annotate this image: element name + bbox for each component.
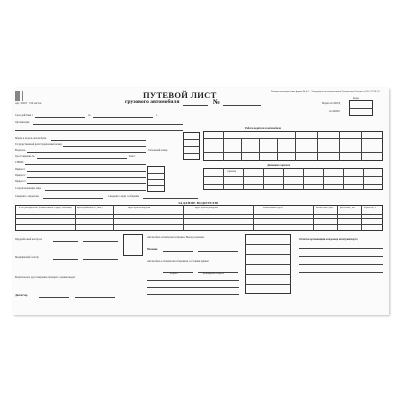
- trailer-code-row: [147, 179, 165, 180]
- col-tons: перевезти, т: [364, 207, 376, 209]
- dispatch-sign-label: Предрейсовый контроль: [15, 238, 42, 241]
- fuel-table-col: [243, 168, 244, 190]
- fuel-table-col: [223, 168, 224, 190]
- form-subtitle: грузового автомобиля: [125, 99, 180, 105]
- fuel-signatures-row: [245, 284, 291, 285]
- fuel-table-row: [203, 176, 383, 177]
- waybill-form-sheet: [13, 88, 389, 315]
- driver-accept-label: Водительское удостоверение проверил, задание выдал: [15, 276, 76, 279]
- fuel-table-col: [323, 168, 324, 190]
- dispatch-sign-line: [53, 241, 78, 242]
- license-label: Удостоверение №: [15, 155, 35, 158]
- dispatcher-sign-line: [39, 297, 69, 298]
- escort-label: Сопровождающие лица: [15, 187, 42, 190]
- vehicle-line: [51, 140, 146, 141]
- col-unloading: адрес пункта разгрузки: [195, 207, 218, 209]
- work-header: Работа водителя и автомобиля: [245, 127, 281, 130]
- col-arrival: время прибытия (ч., мин.): [77, 207, 103, 209]
- mechanic-sign-line: [163, 251, 193, 252]
- received-label: Автомобиль в технически исправном состоянии принял: [147, 260, 209, 263]
- trailer-3-label: Прицеп 3: [15, 180, 26, 183]
- task-table-col: [313, 205, 314, 231]
- work-table-col: [223, 131, 224, 161]
- driver-label: Водитель: [15, 149, 26, 152]
- form-code-ref: Арт. 1040Т · 100 листов: [15, 102, 42, 105]
- fuel-table-col: [303, 168, 304, 190]
- work-table-col: [317, 131, 318, 161]
- okpo-label: по ОКПО: [329, 110, 340, 113]
- tab-label: Табельный номер: [148, 149, 168, 152]
- org-line-2: [15, 130, 183, 131]
- dispatcher-label: Диспетчер: [15, 294, 28, 297]
- received-sign-line: [163, 272, 193, 273]
- task-table-col: [75, 205, 76, 231]
- col-distance: расстояние, км: [340, 207, 355, 209]
- codes-label: Коды: [353, 97, 359, 100]
- task-table-col: [253, 205, 254, 231]
- fuel-signatures-row: [245, 264, 291, 265]
- col-cargo: наименование груза: [263, 207, 283, 209]
- middle-sign-line: [147, 287, 239, 288]
- vehicle-code-row: [183, 139, 200, 140]
- fuel-table-col: [283, 168, 284, 190]
- extra-label: Сведения о перевозке: [15, 195, 39, 198]
- trailer-1-label: Прицеп 1: [15, 168, 26, 171]
- codes-divider: [349, 108, 373, 109]
- col-loading: адрес пункта погрузки: [128, 207, 151, 209]
- escort-line: [45, 190, 146, 191]
- work-table-row: [203, 152, 383, 153]
- class-label: Класс: [129, 155, 136, 158]
- snils-line: [25, 164, 146, 165]
- work-table-row: [203, 138, 383, 139]
- barcode-icon: [15, 91, 23, 101]
- reg-line: [63, 146, 146, 147]
- form-title: ПУТЕВОЙ ЛИСТ: [143, 90, 217, 100]
- date-to-label: по: [88, 114, 91, 117]
- marks-line: [299, 256, 383, 257]
- extra-line: [43, 198, 103, 199]
- org-label: Организация: [15, 121, 30, 124]
- task-table-col: [337, 205, 338, 231]
- col-dispatch: в чье распоряжение (наименование и адрес заказчика): [19, 207, 73, 209]
- dispatch-name-line: [83, 241, 118, 242]
- trailer-code-row: [147, 185, 165, 186]
- number-underline: [223, 105, 261, 106]
- stamp-box: [123, 234, 143, 256]
- series-underline: [183, 105, 208, 106]
- task-table-col: [361, 205, 362, 231]
- date-from-line: [35, 117, 85, 118]
- trailer-1-line: [27, 171, 146, 172]
- accept-line: [143, 198, 198, 199]
- work-table-col: [259, 138, 260, 161]
- okud-label: Форма по ОКУД: [322, 102, 341, 105]
- fuel-sub: горючее: [227, 170, 237, 173]
- fuel-signatures-row: [245, 254, 291, 255]
- middle-sign-line: [147, 294, 239, 295]
- task-table-col: [183, 205, 184, 231]
- approved-note: Типовая межотраслевая форма № 4-С · Утверждена постановлением Госкомстата России от 28.11.97 № 78: [271, 90, 380, 93]
- task-table-row: [15, 218, 383, 219]
- work-table-col: [277, 138, 278, 161]
- date-label: Срок действия с: [15, 114, 33, 117]
- marks-label: Отметки организации-владельца автотранспорта: [299, 238, 358, 241]
- fuel-table-col: [363, 168, 364, 190]
- medic-sign-label: Медицинский осмотр: [15, 256, 39, 259]
- work-table: [203, 131, 383, 161]
- org-line: [33, 124, 183, 125]
- fuel-table-col: [263, 168, 264, 190]
- name-caption: расшифровка подписи: [203, 273, 224, 275]
- task-table-row: [15, 224, 383, 225]
- medic-name-line: [83, 259, 118, 260]
- medic-sign-line: [53, 259, 78, 260]
- fuel-signatures-row: [245, 244, 291, 245]
- trailer-code-row: [147, 173, 165, 174]
- fuel-header: Движение горючего: [267, 164, 291, 167]
- task-header: ЗАДАНИЕ ВОДИТЕЛЮ: [178, 201, 219, 205]
- middle-sign-line: [147, 280, 239, 281]
- date-to-line: [93, 117, 153, 118]
- fuel-table-col: [343, 168, 344, 190]
- trailer-3-line: [27, 183, 146, 184]
- mechanic-name-line: [198, 251, 238, 252]
- vehicle-code-row: [183, 153, 200, 154]
- work-table-col: [295, 131, 296, 161]
- marks-line: [299, 272, 383, 273]
- marks-line: [299, 264, 383, 265]
- work-table-col: [241, 138, 242, 161]
- driver-line: [27, 152, 146, 153]
- trailer-2-label: Прицеп 2: [15, 174, 26, 177]
- work-table-col: [339, 131, 340, 161]
- sign-caption: подпись: [170, 273, 178, 275]
- fuel-signatures-row: [245, 274, 291, 275]
- task-table-row: [15, 214, 383, 215]
- task-table-col: [113, 205, 114, 231]
- form-number-label: №: [213, 98, 221, 106]
- dispatcher-name-line: [75, 297, 115, 298]
- mechanic-label: Механик: [147, 248, 158, 251]
- vehicle-label: Марка и модель автомобиля: [15, 137, 47, 140]
- marks-line: [299, 248, 383, 249]
- vehicle-code-row: [183, 146, 200, 147]
- work-table-col: [361, 131, 362, 161]
- year-label: г.: [156, 114, 158, 117]
- license-line: [37, 158, 127, 159]
- fuel-table-row: [203, 184, 383, 185]
- snils-label: СНИЛС: [15, 161, 24, 164]
- checkup-label: Автомобиль технически исправен. Выезд разрешен.: [147, 236, 205, 239]
- col-trips: количество ездок: [316, 207, 333, 209]
- trailer-2-line: [27, 177, 146, 178]
- accept-label: Сведения о виде сообщения: [108, 195, 140, 198]
- reg-label: Государственный регистрационный номер: [15, 143, 62, 146]
